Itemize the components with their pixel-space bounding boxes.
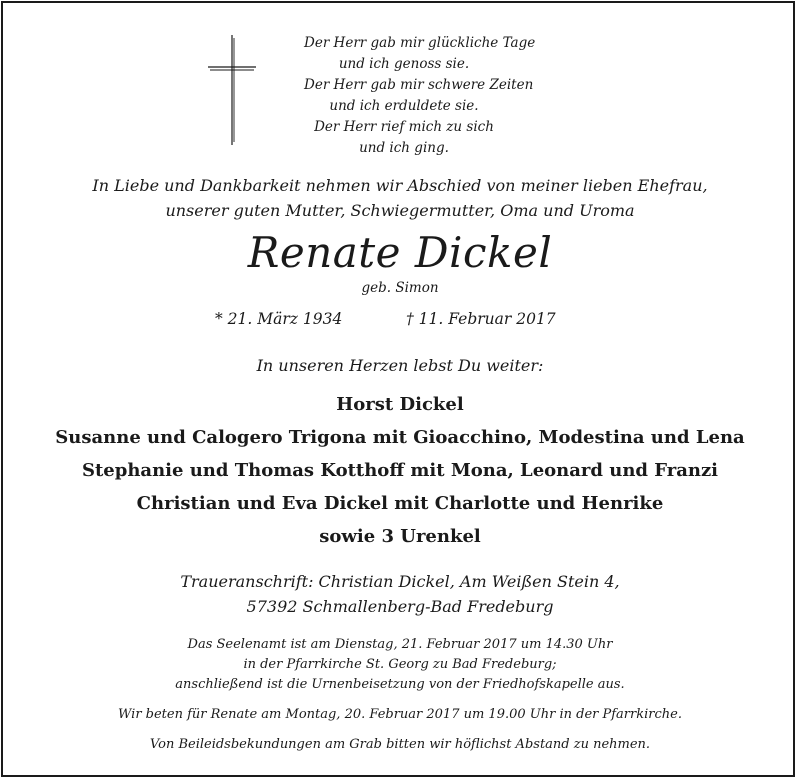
family-line: Horst Dickel (336, 394, 464, 415)
family-line: Stephanie und Thomas Kotthoff mit Mona, Leonard und Franzi (81, 460, 719, 481)
death-date: † 11. Februar 2017 (406, 310, 556, 328)
verse-line: und ich genoss sie. (338, 56, 470, 72)
birth-date: * 21. März 1934 (215, 310, 343, 328)
verse (304, 33, 536, 159)
service-line: in der Pfarrkirche St. Georg zu Bad Fredeburg; (243, 657, 557, 672)
family-line: sowie 3 Urenkel (319, 526, 481, 547)
intro-line: unserer guten Mutter, Schwiegermutter, Oma und Uroma (165, 201, 635, 220)
heart-line: In unseren Herzen lebst Du weiter: (256, 356, 544, 375)
address-line: 57392 Schmallenberg-Bad Fredeburg (246, 597, 554, 616)
verse-line: Der Herr gab mir schwere Zeiten (304, 77, 534, 93)
verse-line: Der Herr gab mir glückliche Tage (304, 35, 536, 51)
deceased-name: Renate Dickel (247, 228, 553, 277)
verse-line: und ich erduldete sie. (329, 98, 479, 114)
family-line: Christian und Eva Dickel mit Charlotte und Henrike (136, 493, 664, 514)
service-line: anschließend ist die Urnenbeisetzung von der Friedhofskapelle aus. (175, 677, 625, 692)
verse-line: und ich ging. (359, 140, 449, 156)
prayer-line: Wir beten für Renate am Montag, 20. Februar 2017 um 19.00 Uhr in der Pfarrkirche. (118, 707, 682, 722)
service-line: Das Seelenamt ist am Dienstag, 21. Februar 2017 um 14.30 Uhr (187, 637, 613, 652)
cross-icon (206, 34, 258, 146)
condolence-note: Von Beileidsbekundungen am Grab bitten wir höflichst Abstand zu nehmen. (149, 737, 651, 752)
maiden-name: geb. Simon (361, 280, 439, 296)
address-line: Traueranschrift: Christian Dickel, Am Weißen Stein 4, (180, 572, 620, 591)
verse-line: Der Herr rief mich zu sich (314, 119, 494, 135)
family-line: Susanne und Calogero Trigona mit Gioacchino, Modestina und Lena (55, 427, 745, 448)
intro-line: In Liebe und Dankbarkeit nehmen wir Abschied von meiner lieben Ehefrau, (92, 176, 708, 195)
